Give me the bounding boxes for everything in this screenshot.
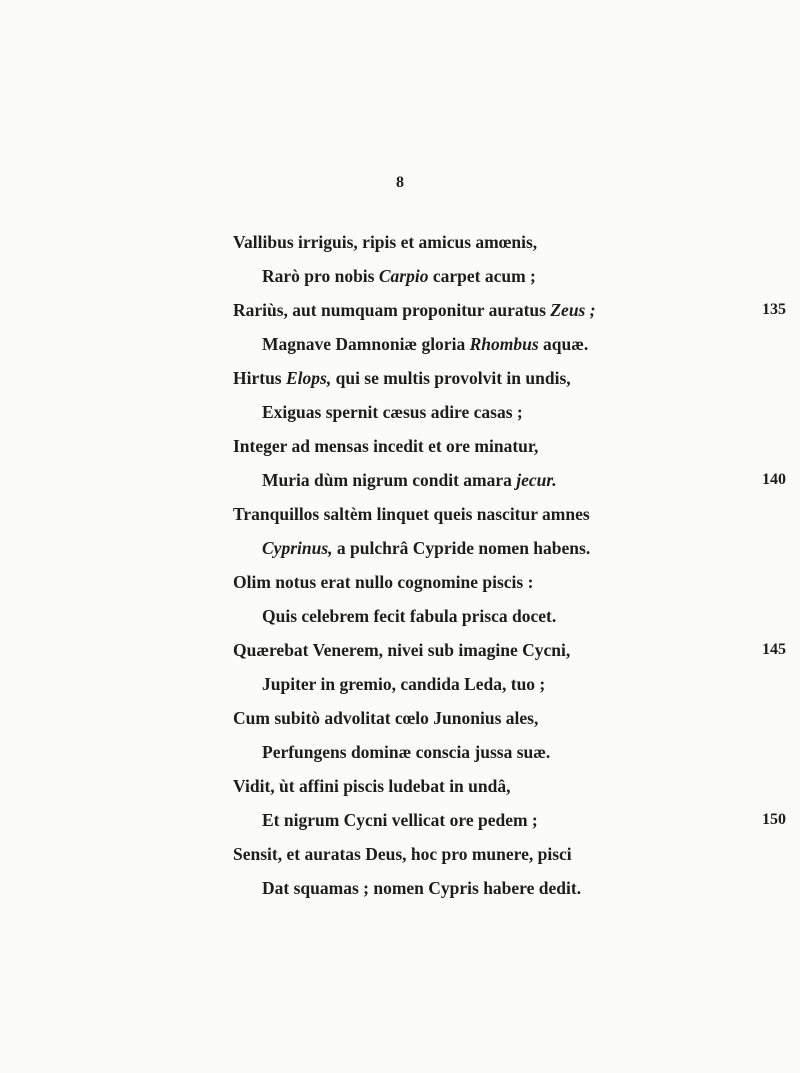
- verse-line: [233, 497, 590, 531]
- verse-line: [262, 667, 545, 701]
- verse-line: [262, 599, 556, 633]
- verse-italic-name: Carpio: [378, 266, 429, 286]
- verse-line: [233, 701, 538, 735]
- verse-text: Quærebat Venerem, nivei sub imagine Cycni,: [233, 640, 571, 660]
- line-number: 150: [762, 811, 786, 828]
- verse-text: Rariùs, aut numquam proponitur auratus: [233, 300, 551, 320]
- verse-text: Exiguas spernit cæsus adire casas ;: [262, 402, 523, 422]
- verse-text: Cum subitò advolitat cœlo Junonius ales,: [233, 708, 539, 728]
- verse-line: [233, 837, 572, 871]
- verse-line: [233, 225, 537, 259]
- verse-text: Olim notus erat nullo cognomine piscis :: [233, 572, 534, 592]
- verse-text: Jupiter in gremio, candida Leda, tuo ;: [262, 674, 546, 694]
- verse-text: Integer ad mensas incedit et ore minatur,: [233, 436, 539, 456]
- verse-line: [262, 871, 581, 905]
- verse-text: Rarò pro nobis: [262, 266, 379, 286]
- line-number: 135: [762, 301, 786, 318]
- verse-line: [233, 633, 570, 667]
- page-number: 8: [396, 174, 404, 191]
- line-number: 145: [762, 641, 786, 658]
- verse-line: [233, 429, 538, 463]
- verse-line: [262, 463, 557, 497]
- line-number: 140: [762, 471, 786, 488]
- verse-text: qui se multis provolvit in undis,: [331, 368, 571, 388]
- verse-text: Sensit, et auratas Deus, hoc pro munere, pisci: [233, 844, 572, 864]
- verse-text: Vallibus irriguis, ripis et amicus amœnis,: [233, 232, 538, 252]
- verse-text: Muria dùm nigrum condit amara: [262, 470, 517, 490]
- verse-line: [262, 735, 550, 769]
- verse-line: [262, 259, 536, 293]
- verse-line: [233, 293, 596, 327]
- verse-text: carpet acum ;: [428, 266, 536, 286]
- verse-line: [262, 803, 538, 837]
- verse-line: [262, 395, 523, 429]
- verse-text: a pulchrâ Cypride nomen habens.: [332, 538, 591, 558]
- verse-italic-name: Zeus ;: [550, 300, 596, 320]
- verse-italic-name: jecur.: [516, 470, 557, 490]
- verse-italic-name: Rhombus: [469, 334, 539, 354]
- verse-italic-name: Cyprinus,: [262, 538, 333, 558]
- verse-line: [262, 531, 590, 565]
- verse-text: Perfungens dominæ conscia jussa suæ.: [262, 742, 551, 762]
- verse-line: [262, 327, 588, 361]
- verse-text: Tranquillos saltèm linquet queis nascitur amnes: [233, 504, 590, 524]
- verse-text: Vidit, ùt affini piscis ludebat in undâ,: [233, 776, 511, 796]
- verse-text: Quis celebrem fecit fabula prisca docet.: [262, 606, 557, 626]
- verse-text: Hirtus: [233, 368, 286, 388]
- verse-text: aquæ.: [538, 334, 589, 354]
- verse-line: [233, 361, 571, 395]
- verse-text: Dat squamas ; nomen Cypris habere dedit.: [262, 878, 582, 898]
- verse-line: [233, 565, 533, 599]
- verse-italic-name: Elops,: [286, 368, 332, 388]
- verse-text: Et nigrum Cycni vellicat ore pedem ;: [262, 810, 538, 830]
- verse-line: [233, 769, 511, 803]
- verse-text: Magnave Damnoniæ gloria: [262, 334, 470, 354]
